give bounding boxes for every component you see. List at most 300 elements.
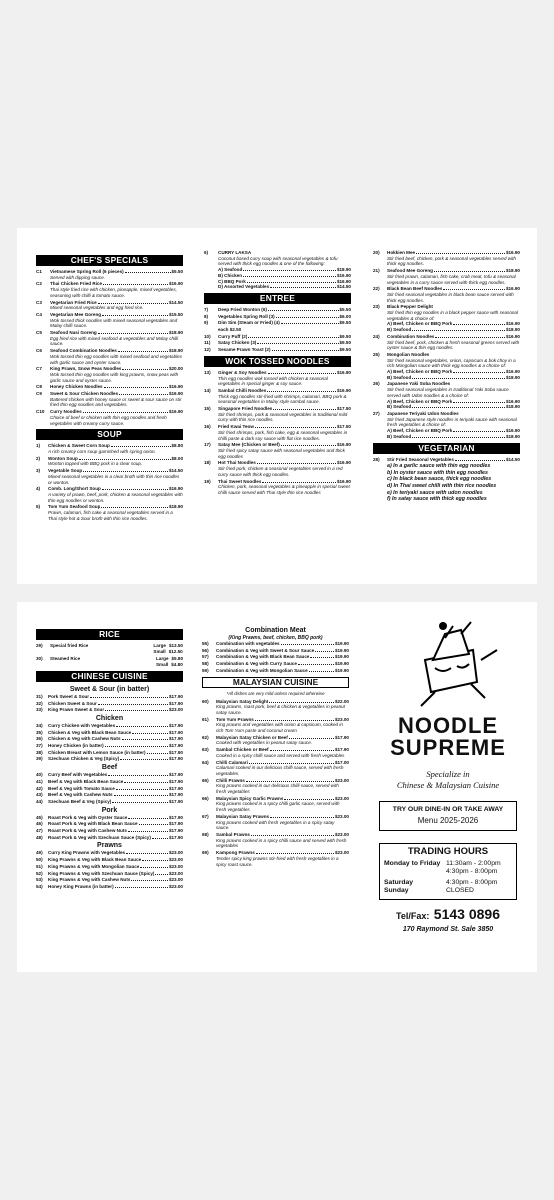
item-number: 26) [373,381,380,387]
menu-item [36,409,183,426]
menu-item [36,707,183,713]
item-price: $16.90 [505,250,520,255]
dot-leader [246,779,334,782]
item-description: Stir fried beef, chicken, pork & seasonal vegetables served with thick egg noodles. [387,255,516,267]
item-name: Honey King Prawns (in batter) [48,883,114,889]
item-name: Seafood Nasi Goreng [50,330,97,336]
dot-leader [416,251,505,254]
item-description: King prawns cooked in a spicy chilli sauce and served with fresh vegetables [216,837,347,849]
menu-item [36,815,183,821]
item-number: 34) [36,722,43,728]
item-name: Special fried Rice [50,643,89,648]
item-number: 8) [204,313,209,319]
item-number: C7 [36,366,42,372]
section-header: ENTREE [204,293,351,304]
menu-item [36,269,183,280]
item-price: $17.90 [168,722,183,728]
item-name: Satay Chicken (3) [218,340,257,346]
item-number: 40) [36,772,43,778]
menu-item [36,799,183,805]
dot-leader [272,348,339,351]
dot-leader [103,282,168,285]
item-number: 4) [36,486,41,492]
item-description: Chicken, pork, seasonal vegetables & pineapple in special sweet chilli sauce served with Thai style thin rice noodles [218,484,350,495]
item-number: 35) [36,729,43,735]
dot-leader [120,757,168,760]
menu-item [36,504,183,521]
item-price: $20.00 [168,366,183,372]
menu-item [36,330,183,347]
item-name: Malaysian Satay Chicken or Beef [216,734,288,740]
option-name: B) Chicken [218,272,242,278]
menu-item [36,468,183,485]
menu-item [204,424,351,441]
menu-item [204,327,351,333]
menu-item [36,772,183,778]
menu-item [36,730,183,736]
veg-option: c) In black bean sauce, thick egg noodles [387,476,492,483]
option-name: D) Assorted Vegetables [218,284,270,290]
option-name: C) BBQ Pork [218,278,246,284]
dot-leader [126,851,168,854]
menu-item [373,268,520,285]
item-number: C4 [36,311,42,317]
item-description: Choice of beef or chicken with thin egg noodles and fresh vegetables with creamy curry sauce. [50,414,167,426]
dine-in-box [379,801,517,831]
hours-sun: CLOSED [446,887,474,894]
dot-leader [281,642,334,645]
item-number: 22) [373,286,380,292]
menu-item [202,778,349,795]
dot-leader [267,389,336,392]
option-name: B) Seafood [387,327,412,333]
item-number: 65) [202,777,209,783]
menu-item [202,668,349,674]
item-price: $17.90 [334,747,349,753]
menu-item [36,736,183,742]
menu-item [202,648,349,654]
item-description: Tender spicy king prawns stir-fried with fresh vegetables in a spicy roast sauce. [216,855,339,867]
section-header: RICE [36,629,183,640]
dot-leader [140,865,168,868]
dot-leader [118,349,168,352]
menu-item [204,347,351,353]
item-name: Roast Pork & Veg with Oyster Sauce [48,814,128,820]
item-number: C5 [36,330,42,336]
item-price: $9.50 [339,340,351,346]
menu-item [202,747,349,758]
menu-item [204,307,351,313]
item-description: Stir fried beef, pork, chicken & fresh seasonal greens served with oyster sauce & thin egg noodles. [387,339,520,351]
section-header: MALAYSIAN CUISINE [202,677,349,688]
menu-item [373,286,520,303]
item-price: $14.50 [505,456,520,462]
item-price: $18.90 [168,348,183,354]
dot-leader [281,443,336,446]
item-description: King prawns and vegetables with onion & capsicum, cooked in rich Tom Yum paste and coconut cream [216,722,343,734]
item-name: King Prawns & Veg with Cashew Nuts [48,877,131,883]
dot-leader [284,797,334,800]
menu-item [36,857,183,863]
item-number: 19) [204,478,211,484]
item-number: 14) [204,387,211,393]
item-price: $17.90 [168,814,183,820]
item-description: Battered chicken with honey sauce or sweet & sour sauce on stir fried thin egg noodles and vegetables. [50,396,182,408]
item-name: Steamed Rice [50,656,81,662]
dot-leader [114,793,168,796]
dot-leader [453,322,505,325]
menu-panel-top [17,228,537,584]
item-description: Stir fried seasonal vegetables in traditional Yaki Soba sauce served with Udon noodles & a choice of: [387,387,509,398]
item-number: 38) [36,749,43,755]
item-price: $19.90 [334,661,349,667]
item-name: King Prawn, Snow Peas Noodles [50,366,122,372]
item-name: Japanese Yaki Soba Noodles [387,381,451,387]
item-price: $17.90 [168,792,183,798]
dot-leader [309,669,334,672]
item-name: Vegetables Spring Roll (3) [218,313,275,319]
menu-item [204,340,351,346]
size-label: Large [153,643,166,648]
option-name: A) Seafood [218,267,243,273]
dot-leader [122,367,167,370]
size-price: $12.50 [168,648,183,654]
item-price: $19.90 [334,647,349,653]
menu-item [202,641,349,647]
item-number: 61) [202,716,209,722]
item-name: Combination & Veg with Curry Sauce [216,661,297,667]
hours-weekday-2: 4:30pm - 8:00pm [446,868,498,875]
item-number: C6 [36,348,42,354]
dot-leader [262,480,336,483]
item-name: King Prawns & Veg with Black Bean Sauce [48,857,142,863]
item-description: Stir fried thin egg noodles in a black pepper sauce with seasonal vegetables & choice of: [387,310,519,321]
item-price: $16.90 [336,369,351,375]
menu-item [373,304,520,333]
item-price: $23.00 [334,716,349,722]
item-name: Hokkien Mee [387,250,416,255]
item-price: $16.90 [168,409,183,415]
item-description: Stir fried seasonal vegetables, onion, capsicum & bok choy in a rich Mongolian sauce with thick egg noodles & a choice of: [387,357,516,369]
phone-line [373,906,523,924]
option-price: $18.90 [336,267,351,273]
category-title: Beef [101,764,118,772]
veg-option: a) In a garlic sauce with thin egg noodles [387,463,491,470]
item-price: $23.00 [334,831,349,837]
item-name: Curry Chicken with Vegetables [48,722,116,728]
item-number: 47) [36,828,43,834]
item-name: Satay Mee (Chicken or Beef) [218,442,280,448]
dot-leader [122,737,168,740]
menu-item [36,779,183,785]
item-name: Szechuan Beef & Veg (Spicy) [48,798,112,804]
item-number: C8 [36,384,42,390]
dot-leader [255,718,334,721]
item-name: Malaysian Spicy Garlic Prawns [216,795,284,801]
item-price: $9.50 [339,347,351,353]
veg-option: f) In satay sauce with thick egg noodles [387,496,487,503]
size-label: Small [153,648,166,654]
menu-item [36,835,183,841]
dot-leader [257,461,336,464]
item-number: C3 [36,299,42,305]
item-description: King prawns cooked with fresh vegetables in a spicy satay sauce. [216,819,335,831]
menu-item [36,486,183,503]
item-description: Stir fried shrimps, pork, fish cake, egg & seasonal vegetables in chilli paste & dark soy sauce with flat rice noodles. [218,429,348,441]
dot-leader [276,315,339,318]
option-name: A) Beef, Chicken or BBQ Pork [387,321,453,327]
address: 170 Raymond St. Sale 3850 [402,926,494,933]
option-price: $18.90 [505,327,520,333]
item-number: 25) [373,351,380,357]
veg-option: b) In oyster sauce with thin egg noodles [387,469,488,476]
item-price: $9.50 [339,320,351,326]
item-number: 28) [373,456,380,462]
trading-hours-title: TRADING HOURS [407,846,489,857]
item-price: $17.90 [168,798,183,804]
menu-item [373,457,520,463]
item-price: $17.90 [168,785,183,791]
item-number: 45) [36,814,43,820]
item-number: 2) [36,455,41,461]
brand-line1: NOODLE [397,713,499,738]
item-number: 67) [202,813,209,819]
phone-label: Tel/Fax: [396,911,430,921]
dot-leader [108,773,168,776]
item-price: $17.90 [168,743,183,749]
item-number: 49) [36,850,43,856]
menu-item [204,460,351,477]
dot-leader [105,744,168,747]
item-number: 16) [204,424,211,430]
option-name: B) Seafood [387,433,412,439]
dot-leader [104,385,168,388]
item-number: 42) [36,785,43,791]
item-price: $17.90 [168,693,183,699]
item-description: King prawns, roast pork, beef & chicken & vegetables in peanut satay sauce. [216,704,345,715]
item-price: $23.00 [334,777,349,783]
item-price: $19.90 [334,667,349,673]
dot-leader [83,410,168,413]
item-name: Singapore Fried Noodles [218,406,273,412]
dot-leader [455,458,505,461]
menu-item [204,334,351,340]
dot-leader [273,407,336,410]
dot-leader [116,724,168,727]
item-number: 13) [204,369,211,375]
trading-hours-box [379,843,517,900]
menu-item [373,334,520,351]
item-name: Malaysian Satay Delight [216,698,269,704]
item-description: Stir fried spicy satay sauce with seasonal vegetables and thick egg noodles [218,447,345,459]
item-name: Deep Fried Wonton (6) [218,306,267,312]
item-description: Egg fried rice with mixed seafood & vegetables and Malay chilli sauce. [50,335,179,347]
section-header: VEGETARIAN [373,443,520,454]
item-name: Thai Chicken Fried Rice [50,281,103,287]
item-number: 5) [36,504,41,510]
item-number: 60) [202,698,209,704]
item-name: Beef & Veg with Black Bean Sauce [48,778,124,784]
item-number: 69) [202,850,209,856]
menu-item [202,661,349,667]
dine-in-text: TRY OUR DINE-IN OR TAKE AWAY [392,806,504,813]
item-price: $17.90 [334,734,349,740]
menu-item [36,366,183,383]
tagline-2: Chinese & Malaysian Cuisine [396,780,500,790]
dot-leader [243,268,336,271]
menu-item [36,850,183,856]
item-number: 64) [202,759,209,765]
item-name: Sambal Chicken or Beef [216,747,269,753]
item-name: Curry Noodles [50,409,82,415]
menu-item [36,821,183,827]
item-number: 66) [202,795,209,801]
dot-leader [98,331,168,334]
category-title: Prawns [97,842,122,850]
item-price: $17.90 [168,772,183,778]
menu-item [202,850,349,867]
item-price: $23.00 [168,877,183,883]
item-name: Hot Thai Noodles [218,460,256,466]
option-price: $16.90 [505,321,520,327]
item-price: $23.00 [334,795,349,801]
dot-leader [132,731,168,734]
dot-leader [142,858,168,861]
item-name: Japanese Teriyaki Udon Noodles [387,410,459,416]
dot-leader [435,335,504,338]
menu-item [204,406,351,423]
item-price: $6.00 [339,313,351,319]
category-title: Chicken [95,714,124,722]
item-price: $16.90 [505,333,520,339]
item-number: 18) [204,460,211,466]
menu-item [36,281,183,298]
dot-leader [453,370,505,373]
item-name: Mongolian Noodles [387,351,430,357]
item-name: Black Bean Beef Noodles [387,286,443,292]
item-name: King Prawn Sweet & Sour [48,707,105,713]
menu-item [36,828,183,834]
menu-item [36,756,183,762]
item-price: $17.90 [168,828,183,834]
option-price: $16.90 [336,278,351,284]
dot-leader [147,751,168,754]
dot-leader [111,444,171,447]
menu-item [202,832,349,849]
item-name: Black Pepper Delight [387,304,433,310]
menu-item [36,701,183,707]
option-price: $16.90 [505,428,520,434]
menu-item [204,370,351,387]
item-price: $17.00 [334,759,349,765]
item-description: Wok tossed thick noodles with mixed seasonal vegetables and Malay chilli sauce. [50,317,178,329]
item-price: $17.50 [336,424,351,430]
item-number: 54) [36,883,43,889]
item-description: Prawn, calamari, fish cake & seasonal vegetables served in a Thai style hot & Sour broth with thin rice noodles. [48,510,173,521]
dot-leader [124,780,168,783]
option-price: $18.90 [505,404,520,410]
logo-chef-icon [373,620,523,710]
item-price: $16.90 [168,281,183,287]
item-price: $16.90 [336,442,351,448]
menu-item [36,723,183,729]
item-name: Combination & Veg with Black Bean Sauce [216,654,310,660]
item-number: 31) [36,693,43,699]
menu-item [202,654,349,660]
item-name: Roast Pork & Veg with Szechuan Sauce (Spicy) [48,834,151,840]
menu-item [202,699,349,716]
menu-item [36,456,183,467]
item-name: Combination & Veg with Sweet & Sour Sauce [216,647,315,653]
item-number: C2 [36,281,42,287]
item-name: Vegetarian Mee Goreng [50,311,102,317]
item-number: 43) [36,792,43,798]
item-name: Curry Puff (2) [218,333,248,339]
menu-item [204,320,351,326]
item-description: Stir fried pork, chicken & seasonal vegetables served in a red curry sauce with thick egg noodles. [218,466,343,477]
menu-item [202,760,349,777]
dot-leader [115,885,168,888]
item-number: 55) [202,641,209,646]
item-description: Thai style fried rice with chicken, pineapple, mixed vegetables, seasoning with chilli & tomato sauce. [50,287,177,298]
item-price: $23.00 [168,707,183,713]
dot-leader [102,313,168,316]
item-price: $19.90 [334,654,349,660]
hours-days-sat: Saturday [384,879,414,886]
item-number: 41) [36,778,43,784]
item-description: Stir fried prawn, calamari, fish cake, crab meat, tofu & seasonal vegetables in a curry sauce served with thick egg noodles. [387,273,516,285]
size-price: $13.50 [168,643,183,648]
item-number: 17) [204,442,211,448]
item-number: 62) [202,734,209,740]
item-number: 20) [373,250,380,255]
option-name: A) Beef, Chicken or BBQ Pork [387,369,453,375]
item-price: $18.90 [505,268,520,274]
item-price: $17.90 [168,700,183,706]
item-number: 59) [202,667,209,673]
item-name: Tom Yum Seafood Soup [48,504,101,510]
item-number: 27) [373,410,380,416]
item-price: $23.00 [168,857,183,863]
item-description: Wok tossed thin egg noodles with mixed seafood and vegetables with garlic sauce and oyster sauce. [50,353,183,365]
item-description: Stir fried Japanese style noodles in teriyaki sauce with seasonal fresh vegetables & choice of: [387,416,517,428]
item-name: Curry Beef with Vegetables [48,772,108,778]
item-description: Stir fried shrimps, pork & seasonal vegetables in traditional mild curry with thin rice noodles. [218,411,348,423]
item-description: King prawns cooked in our delicious chilli sauce, served with fresh vegetables [216,783,339,795]
item-name: King Prawns & Veg with Mongolian Sauce [48,863,140,869]
item-price: $18.90 [168,330,183,336]
item-name: Beef & Veg with Tomato Sauce [48,785,115,791]
item-number: 10) [204,333,211,339]
size-label: Large [155,656,169,662]
item-name: Roast Pork & Veg with Cashew Nuts [48,828,127,834]
item-number: 51) [36,863,43,869]
item-description: Wonton topped with BBQ pork in a clear soup. [48,461,143,467]
hours-days-weekday: Monday to Friday [384,860,441,867]
menu-year: Menu 2025-2026 [417,816,479,825]
option-price: $16.90 [505,369,520,375]
item-name: Seafood Combination Noodles [50,348,117,354]
dot-leader [98,301,168,304]
item-price: $16.90 [168,384,183,390]
item-number: 24) [373,333,380,339]
menu-item [204,250,351,290]
dot-leader [83,469,168,472]
menu-item [202,735,349,746]
item-description: Stir fried seasonal vegetables in black bean sauce served with thick egg noodles. [387,291,514,303]
item-name: Tom Yum Prawns [216,716,254,722]
item-price: $17.90 [168,729,183,735]
